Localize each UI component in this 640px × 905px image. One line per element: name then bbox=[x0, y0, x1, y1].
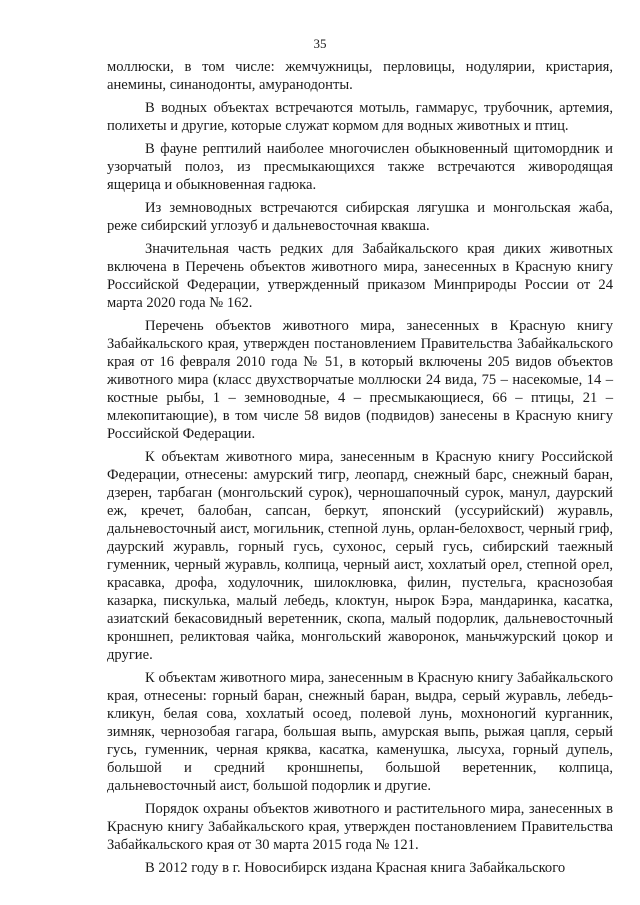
paragraph-amphibians: Из земноводных встречаются сибирская лягушка и монгольская жаба, реже сибирский углозуб и дальневосточная квакша. bbox=[107, 200, 613, 234]
document-body bbox=[107, 58, 613, 877]
paragraph-regional-red-book-list: Перечень объектов животного мира, занесенных в Красную книгу Забайкальского края, утвержден постановлением Правительства Забайкальского края от 16 февраля 2010 года № 51, в который включены 205 видов объектов животного мира (класс двухстворчатые моллюски 24 вида, 75 – насекомые, 14 – костные рыбы, 1 – земноводные, 4 – пресмыкающиеся, 66 – птицы, 21 – млекопитающие), в том числе 58 видов (подвидов) занесены в Красную книгу Российской Федерации. bbox=[107, 318, 613, 442]
paragraph-aquatic-organisms: В водных объектах встречаются мотыль, гаммарус, трубочник, артемия, полихеты и другие, которые служат кормом для водных животных и птиц. bbox=[107, 100, 613, 134]
paragraph-federal-red-book-list: Значительная часть редких для Забайкальского края диких животных включена в Перечень объектов животного мира, занесенных в Красную книгу Российской Федерации, утвержденный приказом Минприроды России от 24 марта 2020 года № 162. bbox=[107, 241, 613, 311]
paragraph-mollusks-continuation: моллюски, в том числе: жемчужницы, перловицы, нодулярии, кристария, анемины, синанодонты, амуранодонты. bbox=[107, 59, 613, 93]
paragraph-federal-red-book-species: К объектам животного мира, занесенным в Красную книгу Российской Федерации, отнесены: амурский тигр, леопард, снежный барс, снежный баран, дзерен, тарбаган (монгольский сурок), черношапочный сурок, манул, даурский еж, кречет, балобан, сапсан, беркут, японский (уссурийский) журавль, дальневосточный аист, могильник, степной лунь, орлан-белохвост, черный гриф, даурский журавль, горный гусь, сухонос, серый гусь, сибирский таежный гуменник, черный журавль, колпица, черный аист, хохлатый орел, степной орел, красавка, дрофа, ходулочник, шилоклювка, филин, пустельга, краснозобая казарка, пискулька, малый лебедь, клоктун, нырок Бэра, мандаринка, касатка, азиатский бекасовидный веретенник, скопа, малый подорлик, дальневосточный кроншнеп, реликтовая чайка, монгольский жаворонок, маньчжурский цокор и другие. bbox=[107, 449, 613, 663]
paragraph-regional-red-book-species: К объектам животного мира, занесенным в Красную книгу Забайкальского края, отнесены: горный баран, снежный баран, выдра, серый журавль, лебедь-кликун, белая сова, хохлатый осоед, полевой лунь, мохноногий курганник, зимняк, чернозобая гагара, большая выпь, амурская выпь, рыжая цапля, серый гусь, гуменник, черная кряква, касатка, каменушка, лысуха, горный дупель, большой и средний кроншнепы, большой веретенник, колпица, дальневосточный аист, большой подорлик и другие. bbox=[107, 670, 613, 794]
paragraph-protection-procedure: Порядок охраны объектов животного и растительного мира, занесенных в Красную книгу Забайкальского края, утвержден постановлением Правительства Забайкальского края от 30 марта 2015 года № 121. bbox=[107, 801, 613, 853]
page-number: 35 bbox=[313, 36, 327, 51]
paragraph-red-book-publication: В 2012 году в г. Новосибирск издана Красная книга Забайкальского bbox=[145, 860, 566, 876]
paragraph-reptiles: В фауне рептилий наиболее многочислен обыкновенный щитомордник и узорчатый полоз, из пресмыкающихся также встречаются живородящая ящерица и обыкновенная гадюка. bbox=[107, 141, 613, 193]
